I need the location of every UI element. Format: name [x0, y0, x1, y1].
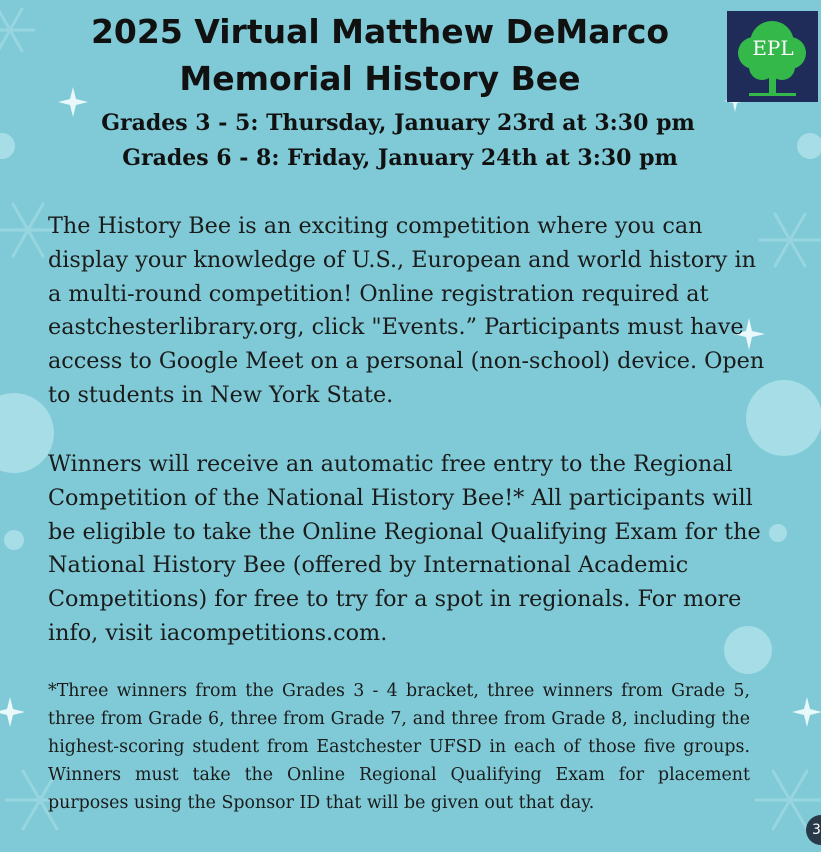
- description-paragraph: The History Bee is an exciting competition where you can display your knowledge of U.S., European and world history in a multi-round competition! Online registration required at eastchesterlibrary.org, click "Events.” Participants must have access to Google Meet on a personal (non-school) device. Open to students in New York State.: [48, 213, 765, 408]
- footnote: *Three winners from the Grades 3 - 4 bracket, three winners from Grade 5, three from Grade 6, three from Grade 7, and three from Grade 8, including the highest-scoring student from Eastchester UFSD in each of those five groups. Winners must take the Online Regional Qualifying Exam for placement purposes using the Sponsor ID that will be given out that day.: [48, 681, 750, 813]
- winners-paragraph: Winners will receive an automatic free entry to the Regional Competition of the National History Bee!* All participants will be eligible to take the Online Regional Qualifying Exam for the National History Bee (offered by International Academic Competitions) for free to try for a spot in regionals. For more info, visit iacompetitions.com.: [48, 451, 761, 646]
- sparkle-icon: [0, 697, 25, 727]
- bubble: [797, 133, 821, 159]
- tree-icon: [727, 11, 818, 102]
- page-title-line-2: Memorial History Bee: [179, 59, 581, 98]
- schedule-grades-6-8: Grades 6 - 8: Friday, January 24th at 3:30 pm: [122, 145, 678, 171]
- sparkle-icon: [792, 697, 821, 727]
- snowflake-icon: [760, 214, 820, 266]
- bubble: [4, 530, 24, 550]
- schedule-grades-3-5: Grades 3 - 5: Thursday, January 23rd at 3:30 pm: [101, 110, 695, 136]
- corner-badge: 3: [806, 815, 821, 845]
- bubble: [0, 393, 54, 473]
- page-title-line-1: 2025 Virtual Matthew DeMarco: [90, 12, 670, 51]
- library-logo: [727, 11, 818, 102]
- logo-text: EPL: [752, 36, 794, 60]
- bubble: [769, 524, 787, 542]
